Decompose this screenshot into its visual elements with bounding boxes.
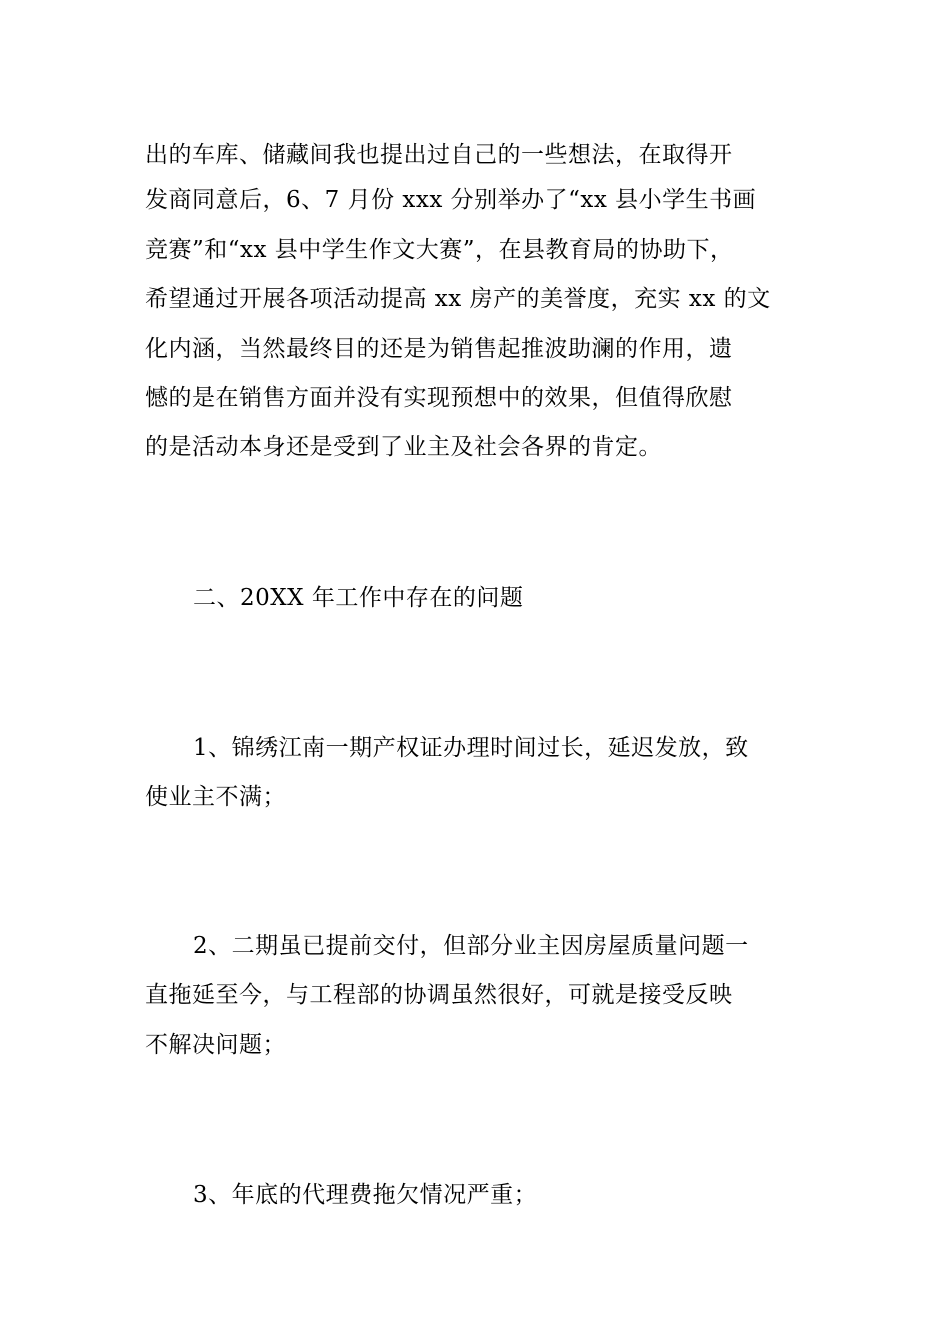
text-line: 的是活动本身还是受到了业主及社会各界的肯定。: [145, 434, 662, 460]
text-line: 化内涵，当然最终目的还是为销售起推波助澜的作用，遗: [145, 336, 733, 362]
text-line: 3、年底的代理费拖欠情况严重；: [193, 1182, 538, 1208]
text-line: 发商同意后，6、7 月份 xxx 分别举办了“xx 县小学生书画: [145, 187, 757, 213]
text-line: 2、二期虽已提前交付，但部分业主因房屋质量问题一: [193, 933, 749, 959]
text-line: 不解决问题；: [145, 1032, 286, 1058]
text-line: 使业主不满；: [145, 784, 286, 810]
text-line: 直拖延至今，与工程部的协调虽然很好，可就是接受反映: [145, 982, 733, 1008]
text-line: 希望通过开展各项活动提高 xx 房产的美誉度，充实 xx 的文: [145, 286, 771, 312]
text-line: 竞赛”和“xx 县中学生作文大赛”，在县教育局的协助下，: [145, 237, 734, 263]
section-heading: 二、20XX 年工作中存在的问题: [193, 585, 524, 611]
text-line: 1、锦绣江南一期产权证办理时间过长，延迟发放，致: [193, 735, 749, 761]
text-line: 出的车库、储藏间我也提出过自己的一些想法，在取得开: [145, 142, 733, 168]
text-line: 憾的是在销售方面并没有实现预想中的效果，但值得欣慰: [145, 385, 733, 411]
